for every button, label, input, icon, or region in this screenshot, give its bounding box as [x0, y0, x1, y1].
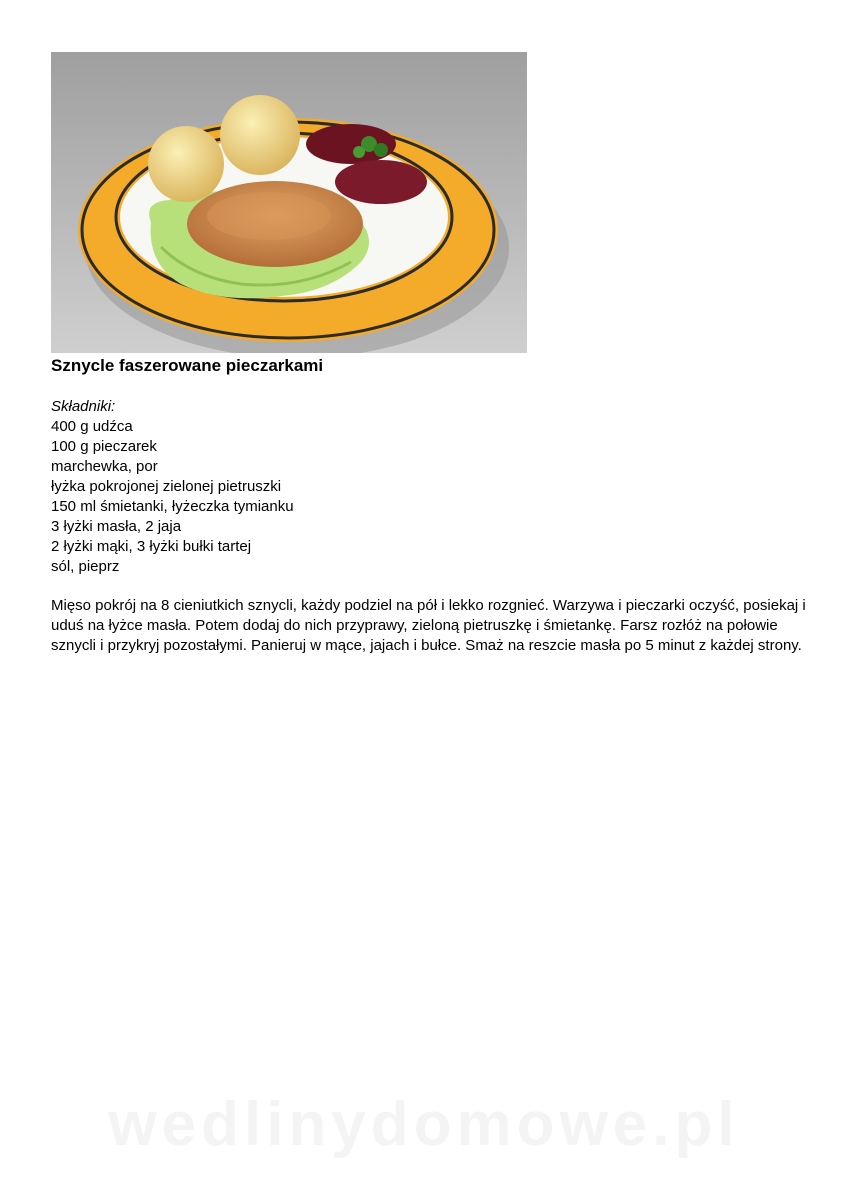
potato	[148, 126, 224, 202]
ingredient-item: 100 g pieczarek	[51, 438, 157, 455]
ingredients-label: Składniki:	[51, 398, 116, 415]
dish-illustration	[51, 52, 527, 353]
ingredients-list	[51, 397, 294, 577]
method-paragraph: Mięso pokrój na 8 cieniutkich sznycli, każdy podziel na pół i lekko rozgnieć. Warzywa i pieczarki oczyść, posiekaj i uduś na łyżce masła. Potem dodaj do nich przyprawy, zieloną pietruszkę i śmietankę. Farsz rozłóż na połowie sznycli i przykryj pozostałymi. Panieruj w mące, jajach i bułce. Smaż na reszcie masła po 5 minut z każdej strony.	[51, 597, 806, 654]
beetroot	[335, 160, 427, 204]
ingredient-item: 2 łyżki mąki, 3 łyżki bułki tartej	[51, 538, 252, 555]
ingredient-item: sól, pieprz	[51, 558, 120, 575]
ingredient-item: 400 g udźca	[51, 418, 133, 435]
recipe-title: Sznycle faszerowane pieczarkami	[51, 356, 324, 375]
ingredient-item: marchewka, por	[51, 458, 158, 475]
ingredient-item: łyżka pokrojonej zielonej pietruszki	[51, 478, 282, 495]
ingredient-item: 150 ml śmietanki, łyżeczka tymianku	[51, 498, 294, 515]
dish-photo	[51, 52, 527, 353]
ingredient-item: 3 łyżki masła, 2 jaja	[51, 518, 182, 535]
watermark: wedlinydomowe.pl	[108, 1090, 740, 1159]
potato	[220, 95, 300, 175]
